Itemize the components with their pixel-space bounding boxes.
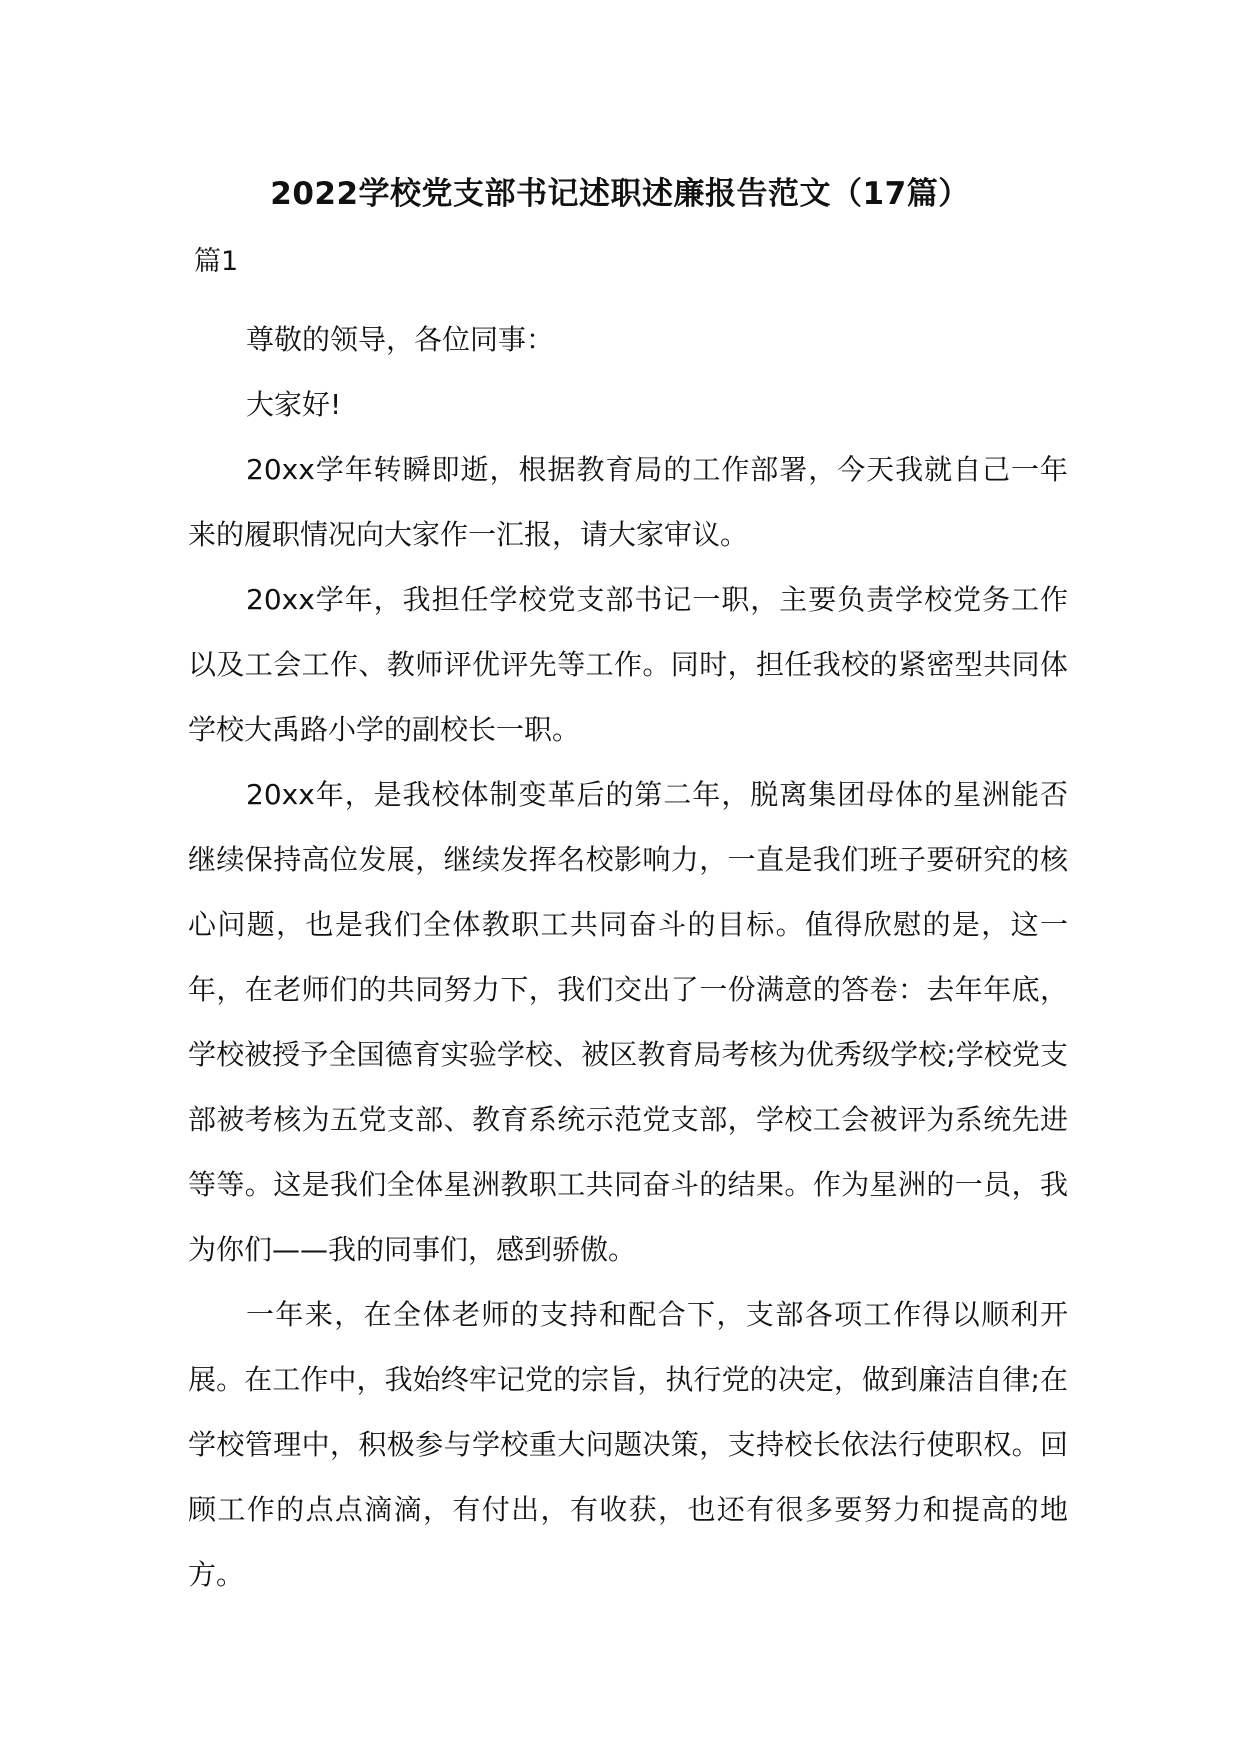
paragraph-salutation: 尊敬的领导，各位同事： [246,323,555,356]
document-body [188,307,1068,1607]
paragraph: 一年来，在全体老师的支持和配合下，支部各项工作得以顺利开展。在工作中，我始终牢记党的宗旨，执行党的决定，做到廉洁自律;在学校管理中，积极参与学校重大问题决策，支持校长依法行使职权。回顾工作的点点滴滴，有付出，有收获，也还有很多要努力和提高的地方。 [188,1298,1068,1591]
section-label: 篇1 [194,246,239,277]
paragraph: 20xx学年，我担任学校党支部书记一职，主要负责学校党务工作以及工会工作、教师评优评先等工作。同时，担任我校的紧密型共同体学校大禹路小学的副校长一职。 [188,583,1068,746]
paragraph: 20xx学年转瞬即逝，根据教育局的工作部署，今天我就自己一年来的履职情况向大家作一汇报，请大家审议。 [188,453,1068,551]
document-title: 2022学校党支部书记述职述廉报告范文（17篇） [270,176,970,212]
paragraph-greeting: 大家好! [246,388,342,421]
paragraph: 20xx年，是我校体制变革后的第二年，脱离集团母体的星洲能否继续保持高位发展，继续发挥名校影响力，一直是我们班子要研究的核心问题，也是我们全体教职工共同奋斗的目标。值得欣慰的是，这一年，在老师们的共同努力下，我们交出了一份满意的答卷：去年年底，学校被授予全国德育实验学校、被区教育局考核为优秀级学校;学校党支部被考核为五党支部、教育系统示范党支部，学校工会被评为系统先进等等。这是我们全体星洲教职工共同奋斗的结果。作为星洲的一员，我为你们——我的同事们，感到骄傲。 [188,778,1068,1266]
